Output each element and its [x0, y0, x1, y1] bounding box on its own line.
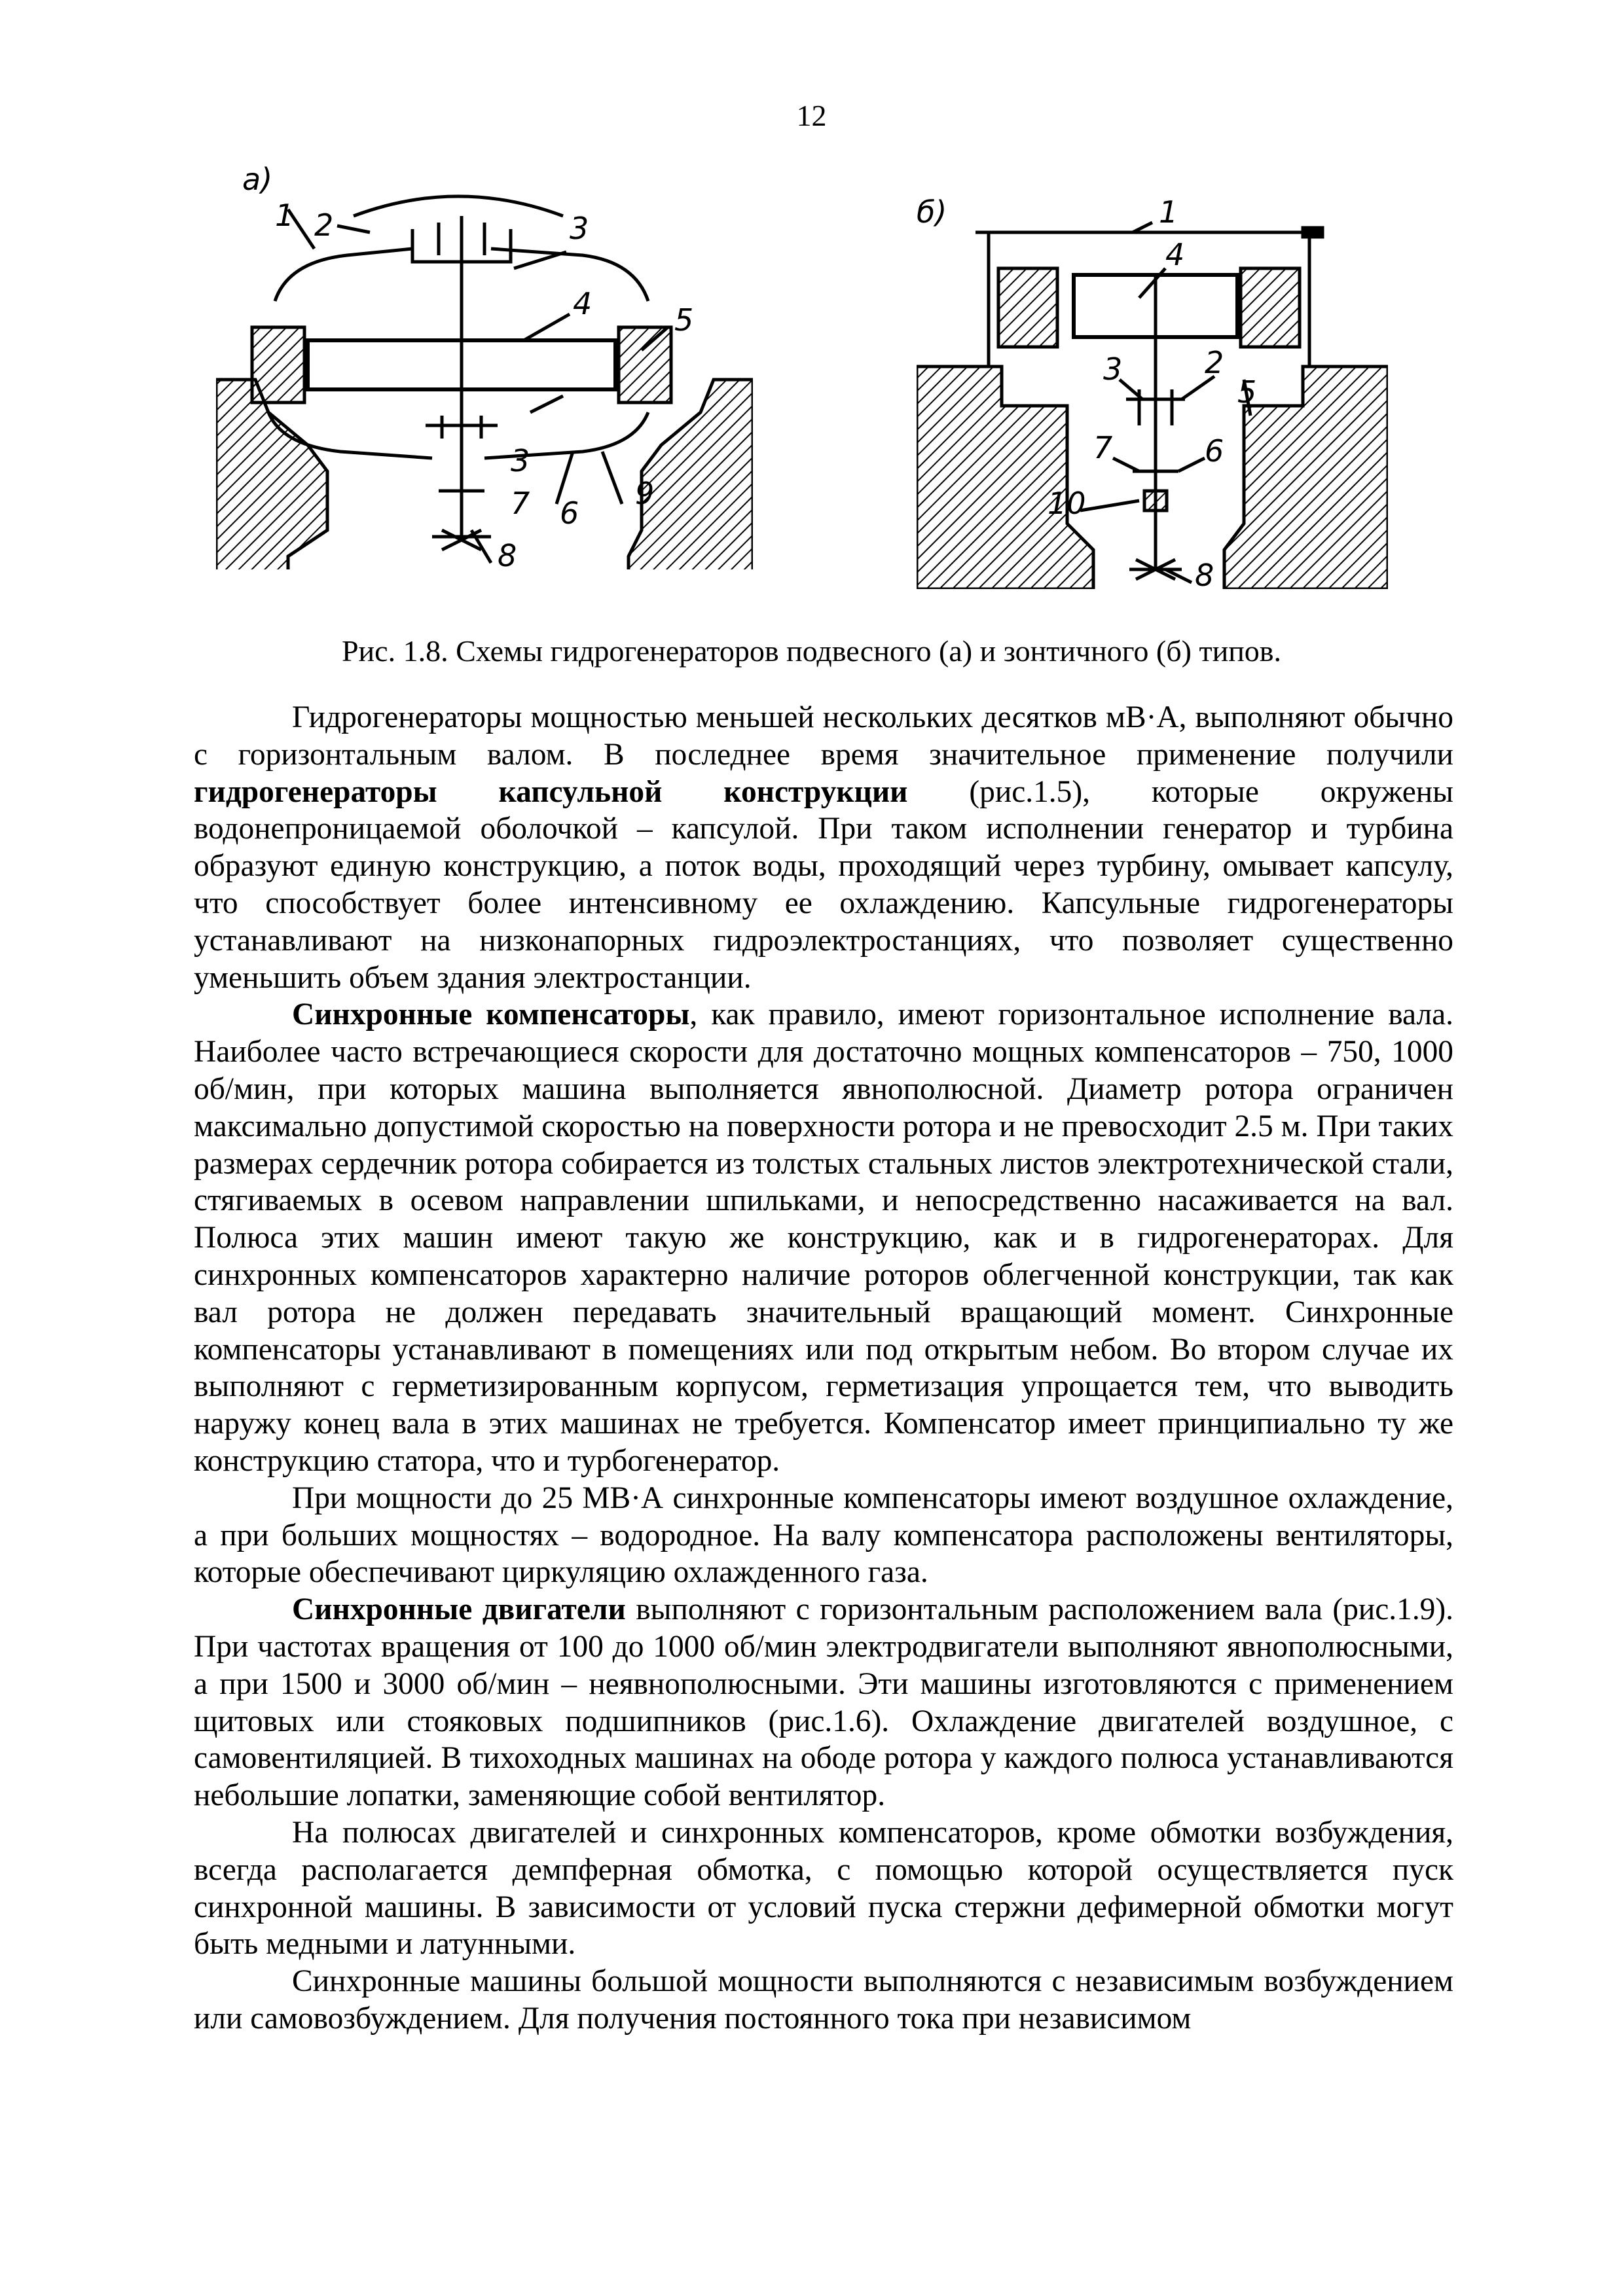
b-num-6: 6 [1205, 433, 1224, 469]
a-num-9: 9 [635, 476, 655, 511]
b-num-5: 5 [1237, 374, 1257, 410]
body-text [194, 699, 1453, 2037]
a-num-7: 7 [511, 486, 530, 521]
text-run: При мощности до 25 МВ·А синхронные компенсаторы имеют воздушное охлаждение, а при больших мощностях – водородное. На валу компенсатора расположены вентиляторы, которые обеспечивают циркуляцию охлажденного газа. [194, 1480, 1453, 1590]
paragraph [194, 1963, 1453, 2037]
text-run: Синхронные машины большой мощности выполняются с независимым возбуждением или самовозбуждением. Для получения постоянного тока при независимом [194, 1964, 1453, 2036]
bold-term: Синхронные двигатели [292, 1592, 626, 1627]
b-num-10: 10 [1048, 486, 1086, 521]
a-num-8: 8 [498, 538, 517, 569]
a-num-1: 1 [275, 198, 295, 233]
bold-term: Синхронные компенсаторы [292, 997, 690, 1032]
b-num-7: 7 [1093, 430, 1113, 465]
diagram-suspended-type [216, 164, 753, 569]
text-run: Гидрогенераторы мощностью меньшей нескольких десятков мВ·А, выполняют обычно с горизонтальным валом. В последнее время значительное применение получили [194, 700, 1453, 772]
text-run: (рис.1.5), которые окружены водонепроницаемой оболочкой – капсулой. При таком исполнении генератор и турбина образуют единую конструкцию, а поток воды, проходящий через турбину, омывает капсулу, что способствует более интенсивному ее охлаждению. Капсульные гидрогенераторы устанавливают на низконапорных гидроэлектростанциях, что позволяет существенно уменьшить объем здания электростанции. [194, 774, 1453, 995]
paragraph [194, 699, 1453, 996]
b-num-8: 8 [1195, 558, 1214, 589]
a-num-4: 4 [573, 286, 593, 321]
text-run: , как правило, имеют горизонтальное исполнение вала. Наиболее часто встречающиеся скорости для достаточно мощных компенсаторов – 750, 1000 об/мин, при которых машина выполняется явнополюсной. Диаметр ротора ограничен максимально допустимой скоростью на поверхности ротора и не превосходит 2.5 м. При таких размерах сердечник ротора собирается из толстых стальных листов электротехнической стали, стягиваемых в осевом направлении шпильками, и непосредственно насаживается на вал. Полюса этих машин имеют такую же конструкцию, как и в гидрогенераторах. Для синхронных компенсаторов характерно наличие роторов облегченной конструкции, так как вал ротора не должен передавать значительный вращающий момент. Синхронные компенсаторы устанавливают в помещениях или под открытым небом. Во втором случае их выполняют с герметизированным корпусом, герметизация упрощается тем, что выводить наружу конец вала в этих машинах не требуется. Компенсатор имеет принципиально ту же конструкцию статора, что и турбогенератор. [194, 997, 1453, 1478]
a-num-3-top: 3 [570, 211, 589, 246]
label-a: а) [242, 164, 273, 197]
figure-caption: Рис. 1.8. Схемы гидрогенераторов подвесного (а) и зонтичного (б) типов. [341, 634, 1282, 668]
a-num-3-bottom: 3 [511, 443, 530, 478]
diagram-umbrella-type [917, 183, 1388, 589]
text-run: На полюсах двигателей и синхронных компенсаторов, кроме обмотки возбуждения, всегда располагается демпферная обмотка, с помощью которой осуществляется пуск синхронной машины. В зависимости от условий пуска стержни дефимерной обмотки могут быть медными и латунными. [194, 1815, 1453, 1962]
b-num-3: 3 [1103, 351, 1123, 387]
b-num-1: 1 [1159, 194, 1178, 230]
a-num-6: 6 [560, 495, 579, 531]
figure-hydrogenerator-schemes [0, 164, 1623, 622]
paragraph [194, 1480, 1453, 1591]
paragraph [194, 1814, 1453, 1963]
label-b: б) [917, 194, 947, 230]
b-num-2: 2 [1205, 345, 1224, 380]
a-num-2: 2 [314, 207, 334, 243]
paragraph [194, 996, 1453, 1479]
paragraph [194, 1591, 1453, 1814]
text-run: выполняют с горизонтальным расположением вала (рис.1.9). При частотах вращения от 100 до 1000 об/мин электродвигатели выполняют явнополюсными, а при 1500 и 3000 об/мин – неявнополюсными. Эти машины изготовляются с применением щитовых или стояковых подшипников (рис.1.6). Охлаждение двигателей воздушное, с самовентиляцией. В тихоходных машинах на ободе ротора у каждого полюса устанавливаются небольшие лопатки, заменяющие собой вентилятор. [194, 1592, 1454, 1813]
b-num-4: 4 [1165, 237, 1185, 272]
a-num-5: 5 [674, 302, 694, 338]
bold-term: гидрогенераторы капсульной конструкции [194, 774, 908, 809]
page-number: 12 [796, 99, 827, 132]
